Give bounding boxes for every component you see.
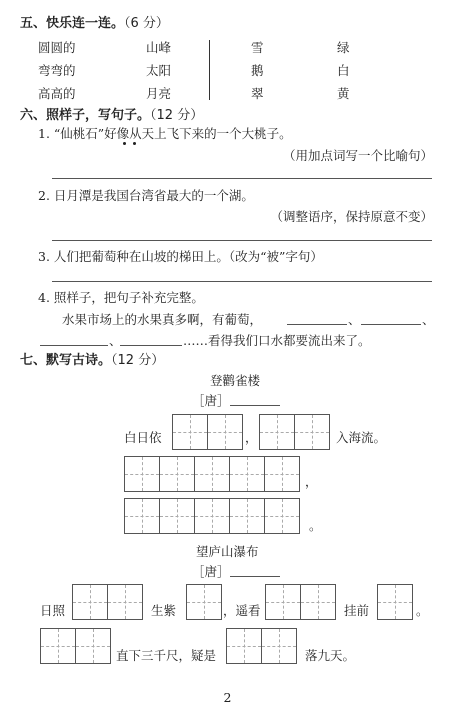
- section-7-heading: 七、默写古诗。: [20, 353, 112, 368]
- poem1-line1-suffix: 入海流。: [336, 430, 387, 445]
- q4-sep-1: 、: [348, 312, 361, 327]
- poem2-l1-d: 挂前: [344, 603, 370, 618]
- emphasis-dot-1: [123, 142, 126, 145]
- poem2-grid-5: [40, 628, 111, 664]
- writing-cell[interactable]: [72, 584, 108, 620]
- writing-cell[interactable]: [259, 414, 295, 450]
- poem2-l1-e: 。: [416, 603, 429, 618]
- writing-cell[interactable]: [294, 414, 330, 450]
- poem2-l2-c: 落九天。: [305, 648, 356, 663]
- writing-cell[interactable]: [226, 628, 262, 664]
- q1-answer-line[interactable]: [52, 178, 432, 179]
- q4-blank-3[interactable]: [40, 345, 108, 346]
- emphasis-dot-2: [133, 142, 136, 145]
- q1-text: 1. “仙桃石”好像从天上飞下来的一个大桃子。: [38, 126, 292, 141]
- writing-cell[interactable]: [172, 414, 208, 450]
- match-right-2[interactable]: 鹅: [251, 63, 264, 78]
- writing-cell[interactable]: [300, 584, 336, 620]
- poem1-dynasty: ［唐］: [192, 393, 230, 408]
- q3-answer-line[interactable]: [52, 281, 432, 282]
- match-right-1[interactable]: 雪: [251, 40, 264, 55]
- writing-cell[interactable]: [124, 498, 160, 534]
- match-far-2[interactable]: 白: [337, 63, 350, 78]
- writing-cell[interactable]: [229, 456, 265, 492]
- match-mid-3[interactable]: 月亮: [146, 86, 172, 101]
- poem1-line2-end: ，: [305, 474, 318, 489]
- match-mid-1[interactable]: 山峰: [146, 40, 172, 55]
- match-left-1[interactable]: 圆圆的: [38, 40, 76, 55]
- q2-hint: （调整语序，保持原意不变）: [270, 209, 433, 224]
- q4-line2-end: ……看得我们口水都要流出来了。: [183, 333, 371, 348]
- poem1-grid-1: [172, 414, 243, 450]
- writing-cell[interactable]: [264, 456, 300, 492]
- writing-cell[interactable]: [75, 628, 111, 664]
- poem2-grid-3: [265, 584, 336, 620]
- section-7-title: [20, 349, 164, 368]
- q4-blank-2[interactable]: [361, 324, 421, 325]
- poem1-comma: ，: [245, 430, 258, 445]
- section-5-points: （6 分）: [124, 16, 169, 31]
- q4-blank-4[interactable]: [120, 345, 182, 346]
- q2-text: 2. 日月潭是我国台湾省最大的一个湖。: [38, 188, 254, 203]
- writing-cell[interactable]: [264, 498, 300, 534]
- match-right-3[interactable]: 翠: [251, 86, 264, 101]
- writing-cell[interactable]: [194, 456, 230, 492]
- section-6-heading: 六、照样子，写句子。: [20, 108, 151, 123]
- writing-cell[interactable]: [159, 456, 195, 492]
- column-divider: [209, 40, 210, 100]
- poem2-title: 望庐山瀑布: [196, 544, 259, 559]
- writing-cell[interactable]: [107, 584, 143, 620]
- match-far-3[interactable]: 黄: [337, 86, 350, 101]
- poem2-l1-c: ，遥看: [223, 603, 261, 618]
- poem2-grid-6: [226, 628, 297, 664]
- section-6-points: （12 分）: [150, 108, 204, 123]
- match-left-3[interactable]: 高高的: [38, 86, 76, 101]
- poem2-l2-b: 直下三千尺，疑是: [116, 648, 217, 663]
- q1-hint: （用加点词写一个比喻句）: [282, 148, 433, 163]
- q3-text: 3. 人们把葡萄种在山坡的梯田上。（改为“被”字句）: [38, 249, 323, 264]
- writing-cell[interactable]: [124, 456, 160, 492]
- writing-cell[interactable]: [377, 584, 413, 620]
- poem1-grid-line3: [124, 498, 300, 534]
- writing-cell[interactable]: [186, 584, 222, 620]
- q4-sep-3: 、: [109, 333, 122, 348]
- writing-cell[interactable]: [207, 414, 243, 450]
- match-left-2[interactable]: 弯弯的: [38, 63, 76, 78]
- poem2-grid-4: [377, 584, 413, 620]
- poem1-author-blank[interactable]: [230, 405, 280, 406]
- poem2-l1-b: 生紫: [151, 603, 177, 618]
- writing-cell[interactable]: [194, 498, 230, 534]
- writing-cell[interactable]: [159, 498, 195, 534]
- poem1-title: 登鹳雀楼: [210, 373, 261, 388]
- poem1-grid-2: [259, 414, 330, 450]
- writing-cell[interactable]: [40, 628, 76, 664]
- q4-line1: 水果市场上的水果真多啊，有葡萄，: [62, 312, 263, 327]
- poem2-author-blank[interactable]: [230, 576, 280, 577]
- section-5-title: [20, 12, 169, 31]
- poem1-line3-end: 。: [309, 518, 322, 533]
- section-7-points: （12 分）: [111, 353, 165, 368]
- q4-blank-1[interactable]: [287, 324, 347, 325]
- q2-answer-line[interactable]: [52, 240, 432, 241]
- writing-cell[interactable]: [229, 498, 265, 534]
- poem1-line1-prefix: 白日依: [124, 430, 162, 445]
- poem2-dynasty: ［唐］: [192, 564, 230, 579]
- poem2-grid-1: [72, 584, 143, 620]
- match-far-1[interactable]: 绿: [337, 40, 350, 55]
- writing-cell[interactable]: [265, 584, 301, 620]
- poem1-grid-line2: [124, 456, 300, 492]
- section-6-title: [20, 104, 203, 123]
- writing-cell[interactable]: [261, 628, 297, 664]
- match-mid-2[interactable]: 太阳: [146, 63, 172, 78]
- q4-sep-2: 、: [422, 312, 435, 327]
- poem2-grid-2: [186, 584, 222, 620]
- page-number: 2: [223, 690, 232, 705]
- poem2-l1-a: 日照: [40, 603, 66, 618]
- section-5-heading: 五、快乐连一连。: [20, 16, 125, 31]
- q4-text: 4. 照样子，把句子补充完整。: [38, 290, 204, 305]
